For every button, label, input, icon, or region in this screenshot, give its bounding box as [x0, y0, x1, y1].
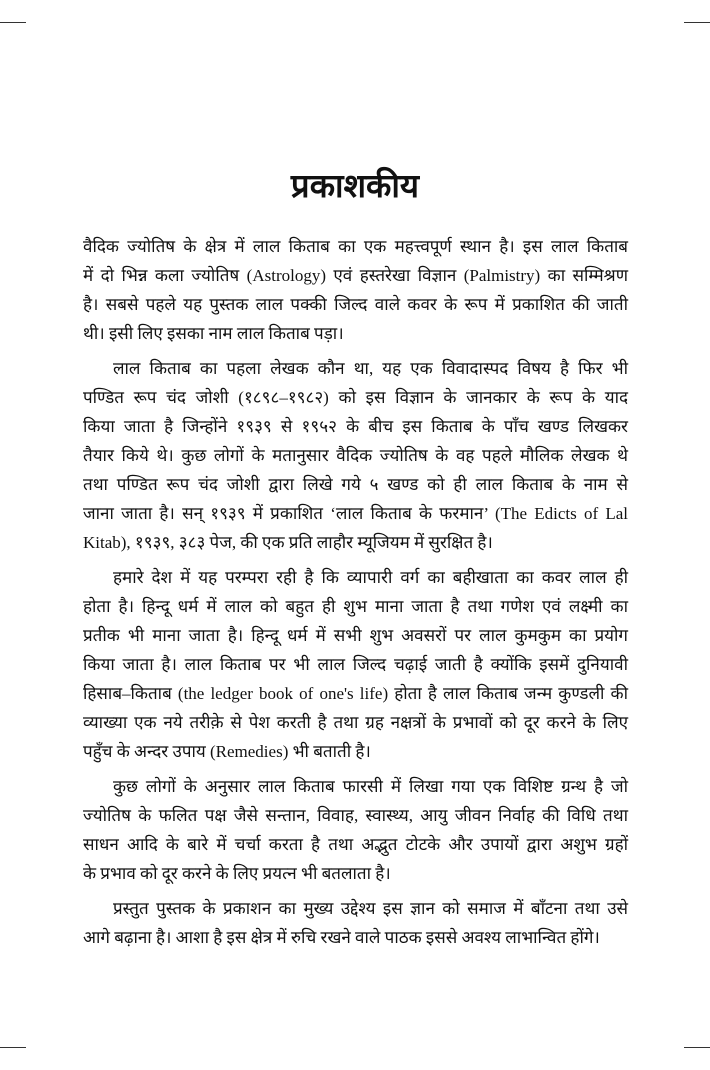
text-line: में दो भिन्न कला ज्योतिष (Astrology) एवं हस्तरेखा विज्ञान (Palmistry) का सम्मिश्रण [83, 266, 628, 285]
crop-mark-bottom-right [684, 1047, 710, 1048]
paragraph [83, 563, 628, 766]
text-line: हमारे देश में यह परम्परा रही है कि व्यापारी वर्ग का बहीखाता का कवर लाल ही [113, 568, 628, 587]
text-line: तैयार किये थे। कुछ लोगों के मतानुसार वैदिक ज्योतिष के वह पहले मौलिक लेखक थे [83, 446, 628, 465]
text-line: वैदिक ज्योतिष के क्षेत्र में लाल किताब का एक महत्त्वपूर्ण स्थान है। इस लाल किताब [83, 237, 628, 256]
page-title: प्रकाशकीय [290, 169, 420, 206]
text-line: पण्डित रूप चंद जोशी (१८९८–१९८२) को इस विज्ञान के जानकार के रूप के याद [83, 388, 628, 407]
text-line: आगे बढ़ाना है। आशा है इस क्षेत्र में रुचि रखने वाले पाठक इससे अवश्य लाभान्वित होंगे। [83, 928, 600, 947]
text-line: साधन आदि के बारे में चर्चा करता है तथा अद्भुत टोटके और उपायों द्वारा अशुभ ग्रहों [83, 835, 628, 854]
text-line: व्याख्या एक नये तरीक़े से पेश करती है तथा ग्रह नक्षत्रों के प्रभावों को दूर करने के लिए [83, 713, 628, 732]
text-line: हिसाब–किताब (the ledger book of one's life) होता है लाल किताब जन्म कुण्डली की [83, 684, 628, 703]
text-line: ज्योतिष के फलित पक्ष जैसे सन्तान, विवाह, स्वास्थ्य, आयु जीवन निर्वाह की विधि तथा [83, 806, 628, 825]
text-line: Kitab), १९३९, ३८३ पेज, की एक प्रति लाहौर म्यूजियम में सुरक्षित है। [83, 533, 493, 552]
text-line: के प्रभाव को दूर करने के लिए प्रयत्न भी बतलाता है। [83, 864, 391, 883]
paragraph [83, 232, 628, 348]
text-line: प्रतीक भी माना जाता है। हिन्दू धर्म में सभी शुभ अवसरों पर लाल कुमकुम का प्रयोग [83, 626, 628, 645]
text-line: थी। इसी लिए इसका नाम लाल किताब पड़ा। [83, 324, 344, 343]
text-line: प्रस्तुत पुस्तक के प्रकाशन का मुख्य उद्देश्य इस ज्ञान को समाज में बाँटना तथा उसे [113, 899, 628, 918]
crop-mark-bottom-left [0, 1047, 26, 1048]
paragraph [83, 354, 628, 557]
text-line: होता है। हिन्दू धर्म में लाल को बहुत ही शुभ माना जाता है तथा गणेश एवं लक्ष्मी का [83, 597, 628, 616]
text-line: तथा पण्डित रूप चंद जोशी द्वारा लिखे गये ५ खण्ड को ही लाल किताब के नाम से [83, 475, 628, 494]
text-line: कुछ लोगों के अनुसार लाल किताब फारसी में लिखा गया एक विशिष्ट ग्रन्थ है जो [113, 777, 628, 796]
paragraph [83, 772, 628, 888]
crop-mark-top-right [684, 22, 710, 23]
text-line: है। सबसे पहले यह पुस्तक लाल पक्की जिल्द वाले कवर के रूप में प्रकाशित की जाती [83, 295, 628, 314]
text-line: किया जाता है जिन्होंने १९३९ से १९५२ के बीच इस किताब के पाँच खण्ड लिखकर [83, 417, 628, 436]
crop-mark-top-left [0, 22, 26, 23]
text-line: किया जाता है। लाल किताब पर भी लाल जिल्द चढ़ाई जाती है क्योंकि इसमें दुनियावी [83, 655, 628, 674]
text-line: लाल किताब का पहला लेखक कौन था, यह एक विवादास्पद विषय है फिर भी [113, 359, 628, 378]
paragraph [83, 894, 628, 952]
text-line: पहुँच के अन्दर उपाय (Remedies) भी बताती है। [83, 742, 371, 761]
text-line: जाना जाता है। सन् १९३९ में प्रकाशित ‘लाल किताब के फरमान’ (The Edicts of Lal [83, 504, 628, 523]
body-text [83, 232, 628, 958]
